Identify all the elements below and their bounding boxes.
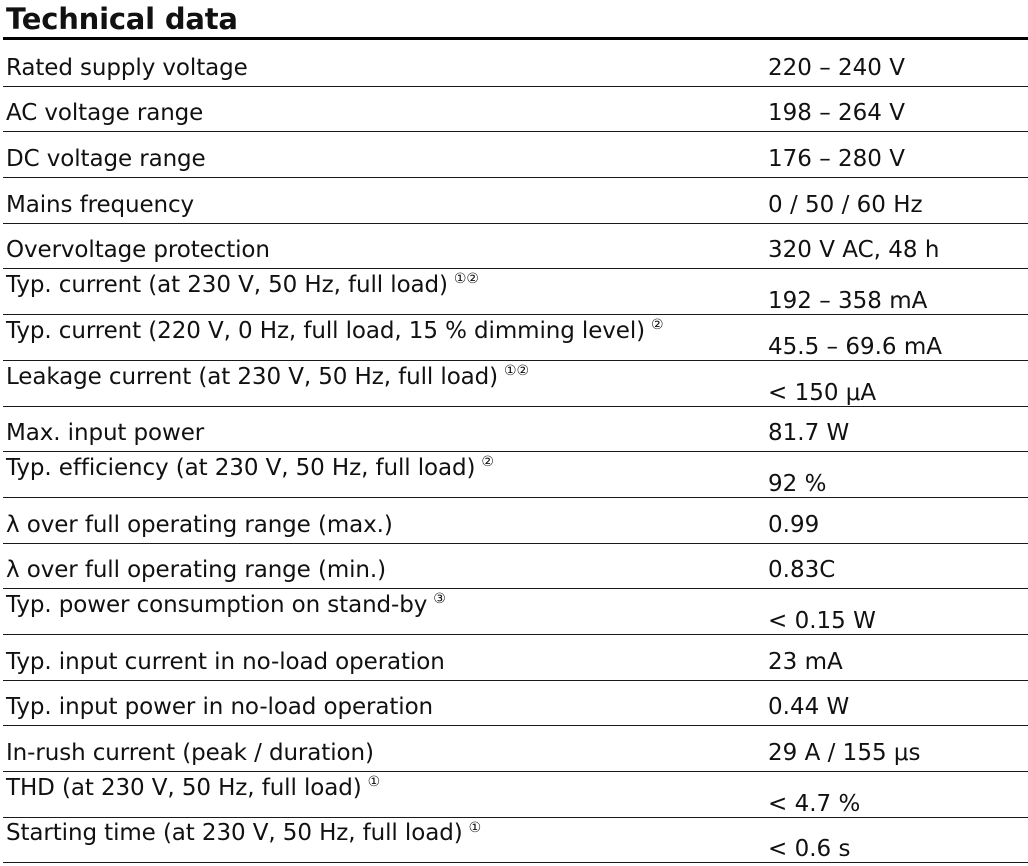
footnote-marker: ①②: [453, 271, 479, 288]
row-value: 176 – 280 V: [768, 146, 905, 173]
table-row: [3, 544, 1028, 590]
row-label: In-rush current (peak / duration): [6, 740, 374, 766]
footnote-marker: ②: [481, 454, 494, 471]
row-label: Starting time (at 230 V, 50 Hz, full load) ①: [6, 819, 482, 847]
row-label: Leakage current (at 230 V, 50 Hz, full load) ①②: [6, 362, 529, 390]
table-row: [3, 498, 1028, 544]
row-value: 0.44 W: [768, 694, 850, 721]
technical-data-table: [3, 41, 1028, 863]
table-row: [3, 452, 1028, 498]
row-label: Overvoltage protection: [6, 237, 270, 264]
title-divider: [3, 37, 1028, 40]
table-row: [3, 41, 1028, 87]
row-value: < 4.7 %: [768, 790, 861, 817]
row-label: THD (at 230 V, 50 Hz, full load) ①: [6, 774, 381, 801]
row-value: 192 – 358 mA: [768, 288, 928, 315]
table-row: [3, 178, 1028, 224]
row-label: AC voltage range: [6, 100, 204, 127]
footnote-marker: ③: [433, 591, 446, 608]
row-label: DC voltage range: [6, 146, 206, 173]
footnote-marker: ①: [468, 819, 482, 836]
row-label: Typ. input power in no-load operation: [6, 694, 434, 721]
row-label: Typ. input current in no-load operation: [6, 648, 445, 675]
table-row: [3, 87, 1028, 133]
table-row: [3, 681, 1028, 727]
table-row: [3, 269, 1028, 315]
row-value: 220 – 240 V: [768, 54, 905, 81]
row-label: λ over full operating range (max.): [6, 511, 393, 538]
table-row: [3, 726, 1028, 772]
table-row: [3, 818, 1028, 864]
row-value: 0 / 50 / 60 Hz: [768, 191, 923, 218]
row-value: 29 A / 155 μs: [768, 740, 921, 766]
table-row: [3, 361, 1028, 407]
row-value: 198 – 264 V: [768, 100, 905, 127]
table-row: [3, 132, 1028, 178]
row-value: 81.7 W: [768, 420, 850, 447]
row-label: Typ. efficiency (at 230 V, 50 Hz, full load) ②: [6, 454, 494, 481]
row-value: 0.83C: [768, 557, 836, 584]
row-label: Typ. current (at 230 V, 50 Hz, full load) ①②: [6, 271, 479, 299]
page-title: Technical data: [6, 2, 238, 36]
row-value: 0.99: [768, 511, 820, 538]
row-value: < 150 μA: [768, 379, 877, 406]
row-value: < 0.15 W: [768, 607, 876, 634]
table-row: [3, 589, 1028, 635]
row-label: Max. input power: [6, 420, 205, 447]
row-value: < 0.6 s: [768, 836, 851, 863]
table-row: [3, 635, 1028, 681]
footnote-marker: ②: [651, 317, 664, 334]
footnote-marker: ①: [367, 774, 381, 791]
table-row: [3, 407, 1028, 453]
row-label: λ over full operating range (min.): [6, 557, 386, 584]
row-label: Typ. power consumption on stand-by ③: [6, 591, 446, 618]
table-row: [3, 315, 1028, 361]
table-row: [3, 772, 1028, 818]
row-label: Typ. current (220 V, 0 Hz, full load, 15 % dimming level) ②: [6, 317, 664, 344]
row-value: 23 mA: [768, 648, 843, 675]
row-label: Mains frequency: [6, 191, 195, 218]
footnote-marker: ①②: [504, 362, 529, 379]
row-value: 45.5 – 69.6 mA: [768, 333, 942, 360]
table-row: [3, 224, 1028, 270]
row-label: Rated supply voltage: [6, 54, 248, 81]
row-value: 320 V AC, 48 h: [768, 237, 940, 264]
row-value: 92 %: [768, 470, 827, 497]
